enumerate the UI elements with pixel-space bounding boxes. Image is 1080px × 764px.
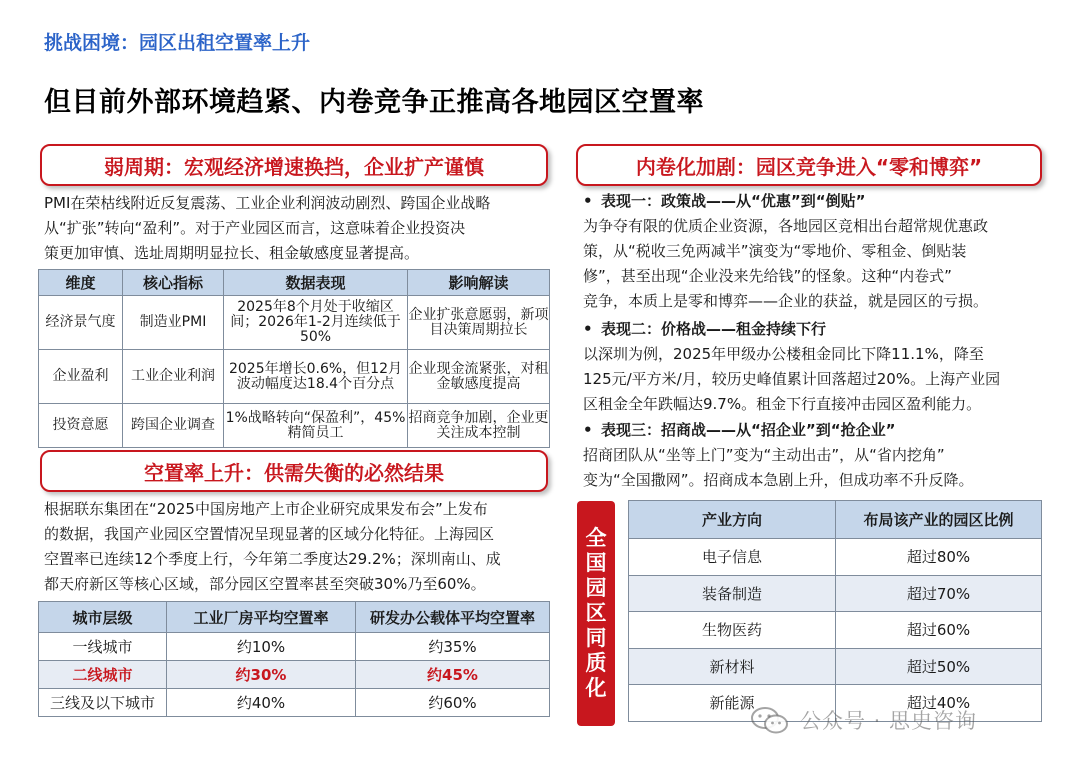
paragraph-line: 为争夺有限的优质企业资源，各地园区竞相出台超常规优惠政	[583, 217, 989, 235]
policy-war-paragraph	[583, 214, 1043, 314]
table-cell: 投资意愿	[39, 404, 123, 448]
price-war-paragraph	[583, 342, 1043, 417]
investment-war-paragraph	[583, 443, 1043, 493]
table-cell: 二线城市	[39, 661, 167, 689]
paragraph-line: 的数据，我国产业园区空置情况呈现显著的区域分化特征。上海园区	[44, 525, 495, 543]
table-cell: 招商竞争加剧，企业更关注成本控制	[408, 404, 550, 448]
side-label-char: 质	[585, 651, 607, 675]
table-row	[629, 539, 1042, 576]
table-row	[39, 689, 550, 717]
paragraph-line: 空置率已连续12个季度上行，今年第二季度达29.2%；深圳南山、成	[44, 550, 501, 568]
table-row	[39, 633, 550, 661]
table-cell: 约35%	[356, 633, 550, 661]
table-row	[629, 612, 1042, 649]
table-row	[39, 350, 550, 404]
bullet-policy-war	[583, 189, 865, 214]
table-cell: 约40%	[167, 689, 356, 717]
side-label-char: 化	[585, 676, 607, 700]
section-subtitle: 挑战困境：园区出租空置率上升	[44, 32, 311, 54]
paragraph-line: 区租金全年跌幅达9.7%。租金下行直接冲击园区盈利能力。	[583, 395, 982, 413]
paragraph-line: 以深圳为例，2025年甲级办公楼租金同比下降11.1%，降至	[583, 345, 984, 363]
paragraph-line: 从“扩张”转向“盈利”。对于产业园区而言，这意味着企业投资决	[44, 219, 466, 237]
table-row	[39, 404, 550, 448]
table-cell: 跨国企业调查	[123, 404, 224, 448]
table-cell: 新材料	[629, 648, 836, 685]
table-cell: 一线城市	[39, 633, 167, 661]
bullet-title: 表现二：价格战——租金持续下行	[601, 320, 827, 338]
bullet-title: 表现一：政策战——从“优惠”到“倒贴”	[601, 192, 866, 210]
page-headline: 但目前外部环境趋紧、内卷竞争正推高各地园区空置率	[44, 87, 704, 118]
table-cell: 装备制造	[629, 575, 836, 612]
column-header: 研发办公载体平均空置率	[356, 602, 550, 633]
bullet-investment-war	[583, 418, 895, 443]
table-cell: 企业盈利	[39, 350, 123, 404]
paragraph-line: PMI在荣枯线附近反复震荡、工业企业利润波动剧烈、跨国企业战略	[44, 194, 491, 212]
table-header-row	[39, 270, 550, 296]
table-cell: 超过50%	[836, 648, 1042, 685]
table-cell: 约45%	[356, 661, 550, 689]
paragraph-line: 125元/平方米/月，较历史峰值累计回落超过20%。上海产业园	[583, 370, 1001, 388]
table-cell: 超过70%	[836, 575, 1042, 612]
wechat-icon	[750, 705, 790, 735]
column-header: 数据表现	[224, 270, 408, 296]
vacancy-by-city-table	[38, 601, 550, 717]
side-label-char: 全	[585, 526, 607, 550]
watermark-text: 公众号 · 思史咨询	[800, 709, 978, 733]
weak-cycle-paragraph	[44, 191, 554, 266]
paragraph-line: 策更加审慎、选址周期明显拉长、租金敏感度显著提高。	[44, 244, 420, 262]
table-cell: 电子信息	[629, 539, 836, 576]
industry-layout-table	[628, 500, 1042, 722]
column-header: 核心指标	[123, 270, 224, 296]
table-cell: 超过80%	[836, 539, 1042, 576]
paragraph-line: 变为“全国撒网”。招商成本急剧上升，但成功率不升反降。	[583, 471, 974, 489]
paragraph-line: 招商团队从“坐等上门”变为“主动出击”，从“省内挖角”	[583, 446, 945, 464]
table-cell: 约60%	[356, 689, 550, 717]
table-row	[39, 296, 550, 350]
table-cell: 2025年增长0.6%，但12月波动幅度达18.4个百分点	[224, 350, 408, 404]
watermark	[750, 704, 977, 736]
vacancy-rise-banner: 空置率上升：供需失衡的必然结果	[40, 450, 548, 492]
bullet-price-war	[583, 317, 826, 342]
bullet-title: 表现三：招商战——从“招企业”到“抢企业”	[601, 421, 896, 439]
side-label-char: 同	[585, 626, 607, 650]
table-cell: 生物医药	[629, 612, 836, 649]
bullet-icon: •	[583, 320, 593, 338]
weak-cycle-banner: 弱周期：宏观经济增速换挡，企业扩产谨慎	[40, 144, 548, 186]
bullet-icon: •	[583, 421, 593, 439]
column-header: 产业方向	[629, 501, 836, 539]
table-row-highlighted	[39, 661, 550, 689]
column-header: 城市层级	[39, 602, 167, 633]
table-cell: 1%战略转向“保盈利”，45%精简员工	[224, 404, 408, 448]
side-label-char: 国	[585, 551, 607, 575]
table-cell: 超过40%	[836, 685, 1042, 722]
paragraph-line: 都天府新区等核心区域，部分园区空置率甚至突破30%乃至60%。	[44, 575, 486, 593]
homogenization-side-label	[577, 501, 615, 726]
table-cell: 工业企业利润	[123, 350, 224, 404]
table-row	[629, 575, 1042, 612]
column-header: 影响解读	[408, 270, 550, 296]
bullet-icon: •	[583, 192, 593, 210]
column-header: 维度	[39, 270, 123, 296]
paragraph-line: 根据联东集团在“2025中国房地产上市企业研究成果发布会”上发布	[44, 500, 488, 518]
table-cell: 经济景气度	[39, 296, 123, 350]
table-cell: 新能源	[629, 685, 836, 722]
table-cell: 三线及以下城市	[39, 689, 167, 717]
column-header: 工业厂房平均空置率	[167, 602, 356, 633]
side-label-char: 园	[585, 576, 607, 600]
paragraph-line: 修”，甚至出现“企业没来先给钱”的怪象。这种“内卷式”	[583, 267, 952, 285]
table-header-row	[39, 602, 550, 633]
paragraph-line: 竞争，本质上是零和博弈——企业的获益，就是园区的亏损。	[583, 292, 989, 310]
table-header-row	[629, 501, 1042, 539]
economic-indicators-table	[38, 269, 550, 448]
table-cell: 约10%	[167, 633, 356, 661]
vacancy-paragraph	[44, 497, 554, 597]
table-cell: 企业现金流紧张，对租金敏感度提高	[408, 350, 550, 404]
side-label-char: 区	[585, 601, 607, 625]
table-cell: 约30%	[167, 661, 356, 689]
table-row	[629, 648, 1042, 685]
table-cell: 制造业PMI	[123, 296, 224, 350]
paragraph-line: 策，从“税收三免两减半”演变为“零地价、零租金、倒贴装	[583, 242, 967, 260]
table-cell: 企业扩张意愿弱，新项目决策周期拉长	[408, 296, 550, 350]
table-cell: 超过60%	[836, 612, 1042, 649]
column-header: 布局该产业的园区比例	[836, 501, 1042, 539]
involution-banner: 内卷化加剧：园区竞争进入“零和博弈”	[576, 144, 1042, 186]
table-cell: 2025年8个月处于收缩区间；2026年1-2月连续低于50%	[224, 296, 408, 350]
